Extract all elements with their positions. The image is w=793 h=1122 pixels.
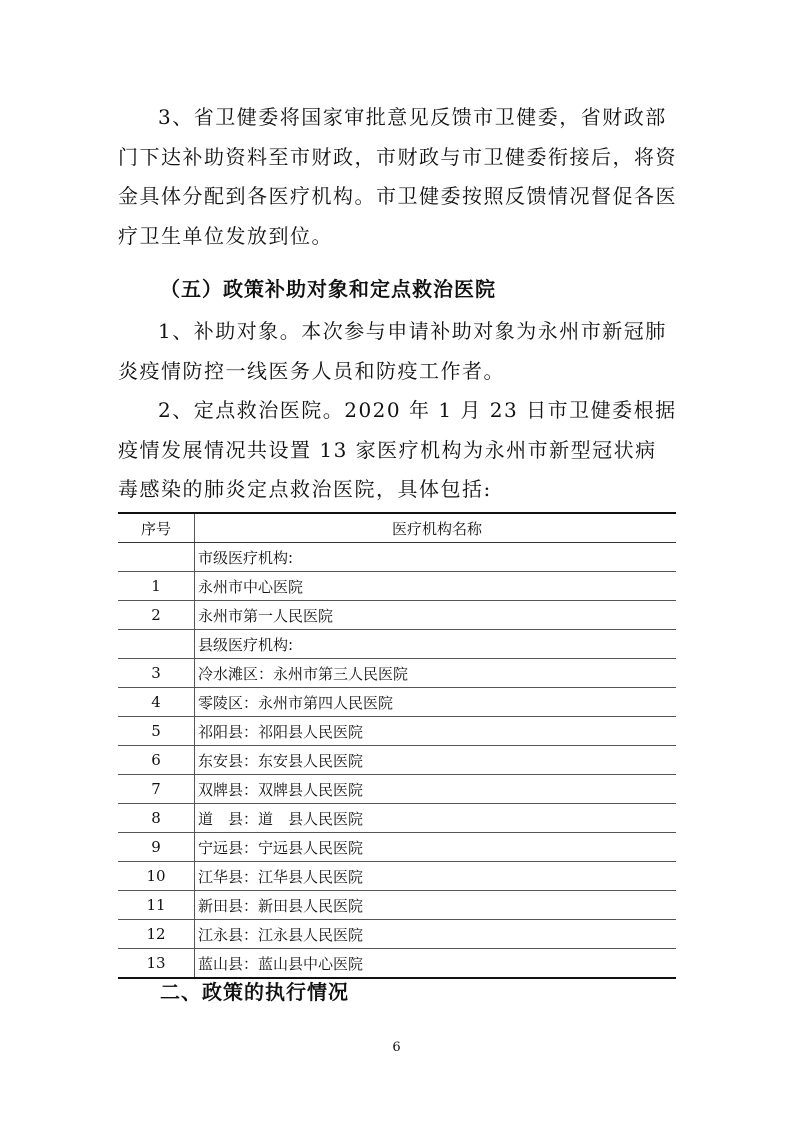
cell-institution: 东安县：东安县人民医院 [195,746,677,775]
cell-serial: 2 [118,601,195,630]
paragraph-subsidy-target: 1、补助对象。本次参与申请补助对象为永州市新冠肺炎疫情防控一线医务人员和防疫工作者。 [118,319,667,383]
cell-serial [118,543,195,572]
cell-serial: 10 [118,862,195,891]
section-heading-policy-execution: 二、政策的执行情况 [160,980,349,1004]
table-row [118,688,676,717]
cell-group-city: 市级医疗机构: [195,543,677,572]
cell-serial: 13 [118,949,195,979]
table-row [118,804,676,833]
table-row [118,717,676,746]
table-row-group [118,630,676,659]
cell-serial: 6 [118,746,195,775]
table-row [118,833,676,862]
header-serial-number: 序号 [118,513,195,543]
table-row [118,572,676,601]
cell-serial: 12 [118,920,195,949]
table-row [118,920,676,949]
paragraph-designated-hospitals: 2、定点救治医院。2020 年 1 月 23 日市卫健委根据疫情发展情况共设置 13 家医疗机构为永州市新型冠状病毒感染的肺炎定点救治医院，具体包括: [118,398,677,501]
cell-institution: 永州市第一人民医院 [195,601,677,630]
cell-institution: 双牌县：双牌县人民医院 [195,775,677,804]
cell-serial: 3 [118,659,195,688]
cell-institution: 零陵区：永州市第四人民医院 [195,688,677,717]
cell-institution: 江华县：江华县人民医院 [195,862,677,891]
cell-serial: 9 [118,833,195,862]
header-institution-name: 医疗机构名称 [195,513,677,543]
paragraph-3-feedback: 3、省卫健委将国家审批意见反馈市卫健委，省财政部门下达补助资料至市财政，市财政与市卫健委衔接后，将资金具体分配到各医疗机构。市卫健委按照反馈情况督促各医疗卫生单位发放到位。 [118,105,677,248]
table-row [118,601,676,630]
table-row [118,775,676,804]
table-row [118,746,676,775]
table-header-row [118,513,676,543]
cell-institution: 祁阳县：祁阳县人民医院 [195,717,677,746]
page-number: 6 [392,1040,401,1055]
cell-institution: 新田县：新田县人民医院 [195,891,677,920]
cell-serial: 11 [118,891,195,920]
hospital-table [118,512,676,979]
table-row [118,949,676,979]
cell-institution: 蓝山县：蓝山县中心医院 [195,949,677,979]
table-row [118,891,676,920]
cell-institution: 道 县：道 县人民医院 [195,804,677,833]
table-row [118,862,676,891]
cell-serial: 4 [118,688,195,717]
cell-institution: 宁远县：宁远县人民医院 [195,833,677,862]
table-row-group [118,543,676,572]
subheading-policy-subsidy: （五）政策补助对象和定点救治医院 [160,277,496,301]
cell-serial: 5 [118,717,195,746]
table-row [118,659,676,688]
cell-serial: 7 [118,775,195,804]
cell-serial [118,630,195,659]
cell-serial: 8 [118,804,195,833]
cell-group-county: 县级医疗机构: [195,630,677,659]
cell-institution: 冷水滩区：永州市第三人民医院 [195,659,677,688]
cell-serial: 1 [118,572,195,601]
cell-institution: 江永县：江永县人民医院 [195,920,677,949]
cell-institution: 永州市中心医院 [195,572,677,601]
